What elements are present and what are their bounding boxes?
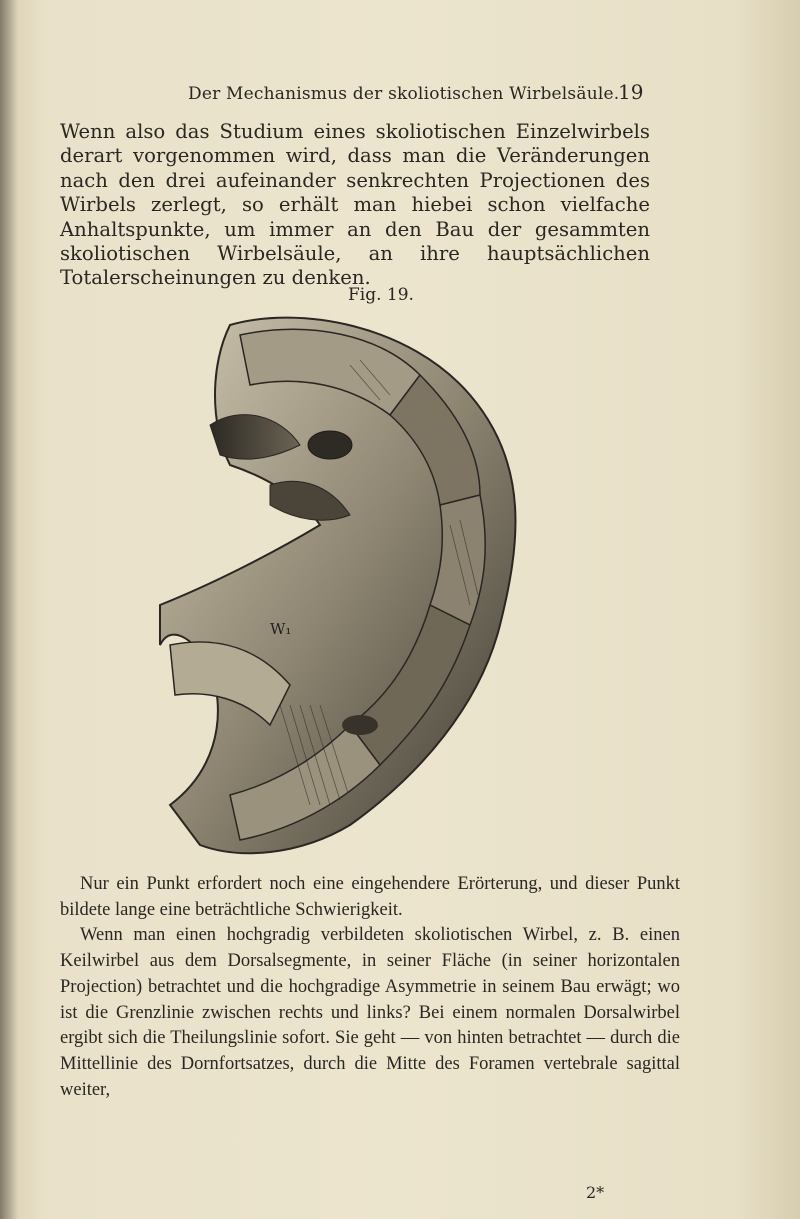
spine-illustration	[150, 305, 550, 865]
binding-shadow	[0, 0, 18, 1219]
paragraph-punkt-text: Nur ein Punkt erfordert noch eine eingehendere Erörterung, und dieser Punkt bildete lange eine beträchtliche Schwierigkeit.	[60, 874, 680, 920]
paragraph-keilwirbel-text: Wenn man einen hochgradig verbildeten skoliotischen Wirbel, z. B. einen Keilwirbel aus dem Dorsalsegmente, in seiner Fläche (in seiner horizontalen Projection) betrachtet und die hochgradige Asymmetrie in seinem Bau erwägt; wo ist die Grenzlinie zwischen rechts und links? Bei einem normalen Dorsalwirbel ergibt sich die Theilungslinie sofort. Sie geht — von hinten betrachtet — durch die Mittellinie des Dornfortsatzes, durch die Mitte des Foramen vertebrale sagittal weiter,	[60, 925, 680, 1100]
foramen-lower	[342, 715, 378, 735]
paragraph-punkt	[60, 872, 680, 923]
figure-label-w1: W₁	[270, 620, 292, 638]
signature-mark: 2*	[586, 1183, 605, 1202]
running-title: Der Mechanismus der skoliotischen Wirbelsäule.	[188, 84, 620, 104]
paragraph-keilwirbel	[60, 923, 680, 1103]
body-text-lower	[60, 872, 680, 1103]
figure-caption: Fig. 19.	[348, 285, 414, 305]
page-number: 19	[618, 80, 644, 104]
foramen	[308, 431, 352, 459]
paragraph-intro: Wenn also das Studium eines skoliotischen Einzelwirbels derart vorgenommen wird, dass man die Veränderungen nach den drei aufeinander senkrechten Projectionen des Wirbels zerlegt, so erhält man hiebei schon vielfache Anhaltspunkte, um immer an den Bau der gesammten skoliotischen Wirbelsäule, an ihre hauptsächlichen Totalerscheinungen zu denken.	[60, 120, 650, 290]
